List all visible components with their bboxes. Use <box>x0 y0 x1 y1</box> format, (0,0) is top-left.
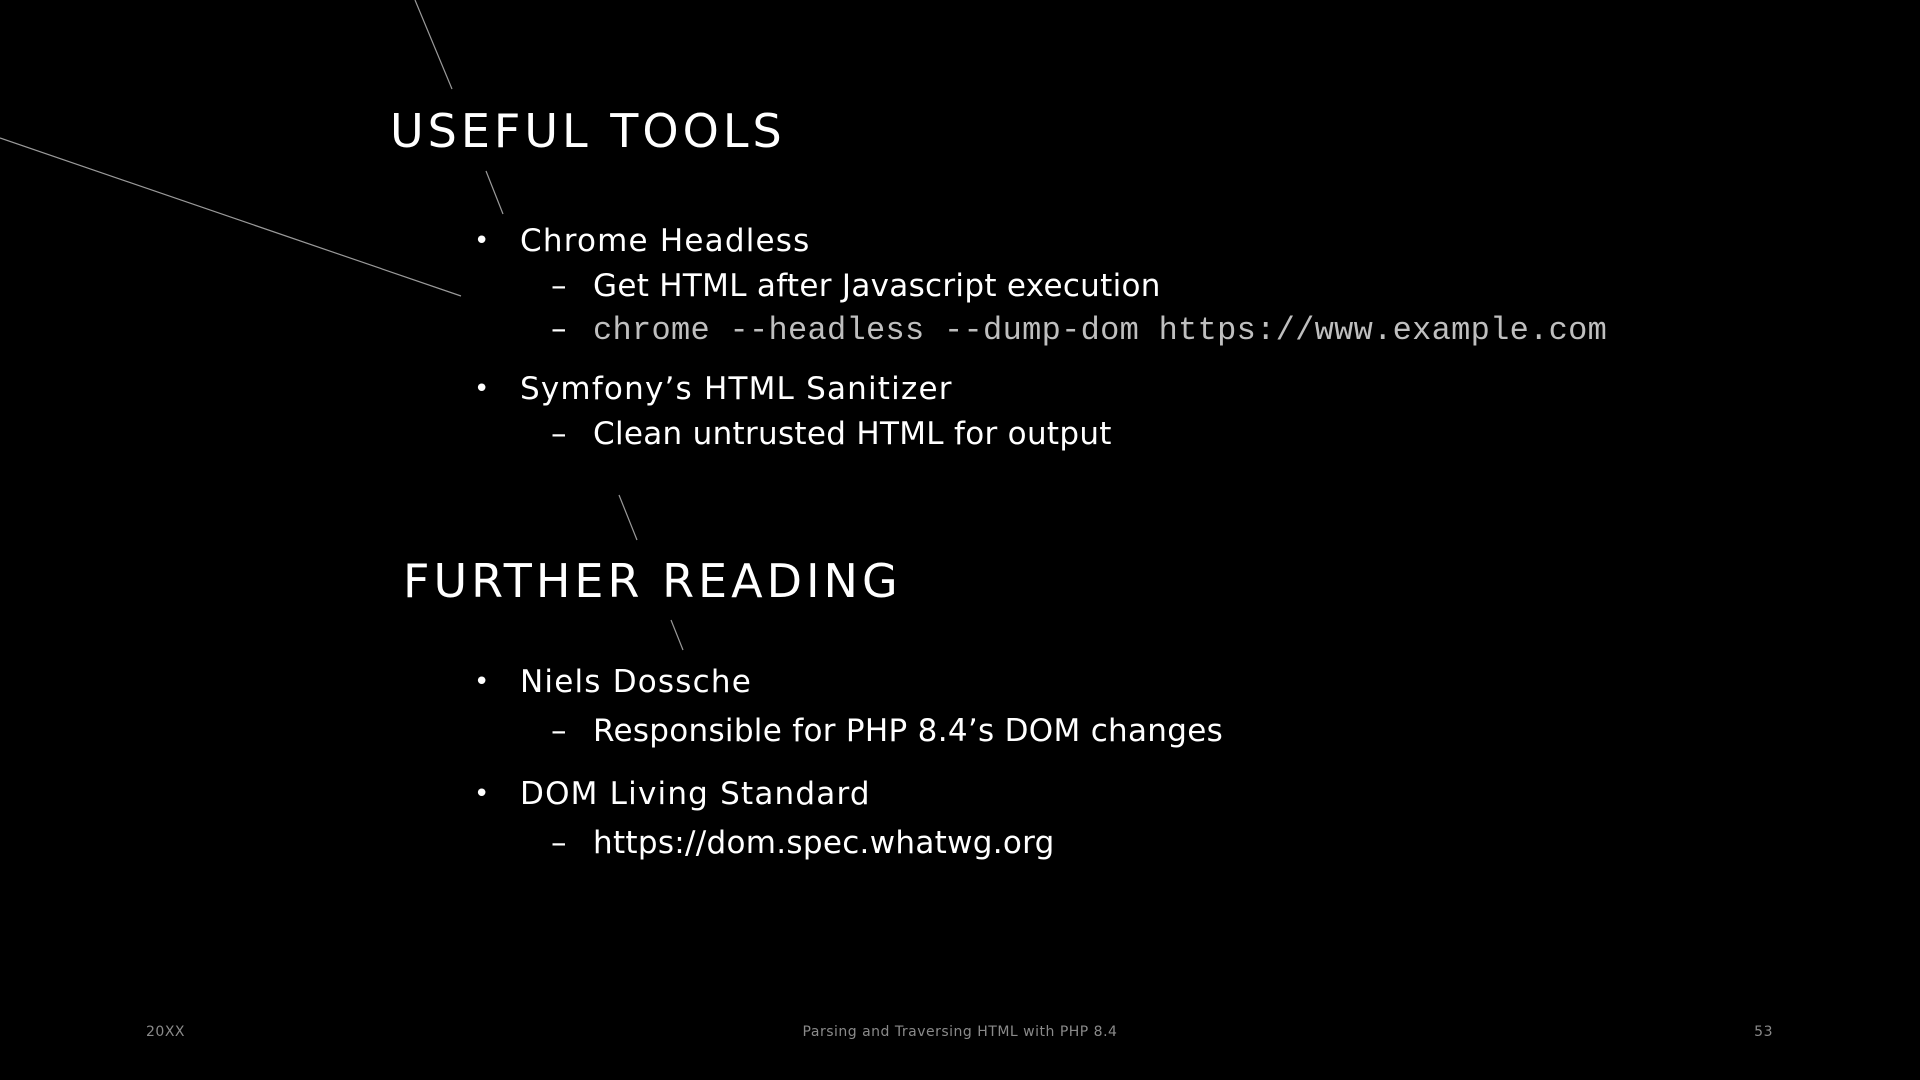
decor-line <box>619 495 637 540</box>
sub-item-text: Responsible for PHP 8.4’s DOM changes <box>593 713 1224 749</box>
sub-item <box>551 416 1112 452</box>
bullet-item <box>474 371 953 407</box>
bullet-text: Niels Dossche <box>520 664 752 700</box>
link-text: https://dom.spec.whatwg.org <box>593 825 1055 861</box>
code-snippet: chrome --headless --dump-dom https://www.example.com <box>593 312 1608 349</box>
sub-item <box>551 713 1224 749</box>
dash-marker: – <box>551 416 567 452</box>
sub-item <box>551 311 1608 349</box>
bullet-text: Symfony’s HTML Sanitizer <box>520 371 953 407</box>
dash-marker: – <box>551 311 567 347</box>
bullet-marker: • <box>474 667 490 697</box>
sub-item-text: Get HTML after Javascript execution <box>593 268 1161 304</box>
sub-item <box>551 268 1161 304</box>
decor-line <box>486 171 503 214</box>
decor-line <box>415 0 452 89</box>
bullet-marker: • <box>474 374 490 404</box>
bullet-item <box>474 664 752 700</box>
bullet-marker: • <box>474 226 490 256</box>
dash-marker: – <box>551 268 567 304</box>
dash-marker: – <box>551 825 567 861</box>
sub-item <box>551 825 1055 861</box>
bullet-marker: • <box>474 779 490 809</box>
bullet-item <box>474 776 871 812</box>
footer-page-number: 53 <box>1754 1024 1773 1040</box>
heading-further-reading: FURTHER READING <box>403 554 902 608</box>
heading-useful-tools: USEFUL TOOLS <box>390 104 786 158</box>
bullet-text: Chrome Headless <box>520 223 811 259</box>
sub-item-text: Clean untrusted HTML for output <box>593 416 1112 452</box>
footer-date: 20XX <box>146 1024 185 1040</box>
bullet-item <box>474 223 811 259</box>
dash-marker: – <box>551 713 567 749</box>
decor-line <box>0 138 461 296</box>
bullet-text: DOM Living Standard <box>520 776 871 812</box>
footer-title: Parsing and Traversing HTML with PHP 8.4 <box>802 1024 1118 1040</box>
decor-line <box>671 620 683 650</box>
